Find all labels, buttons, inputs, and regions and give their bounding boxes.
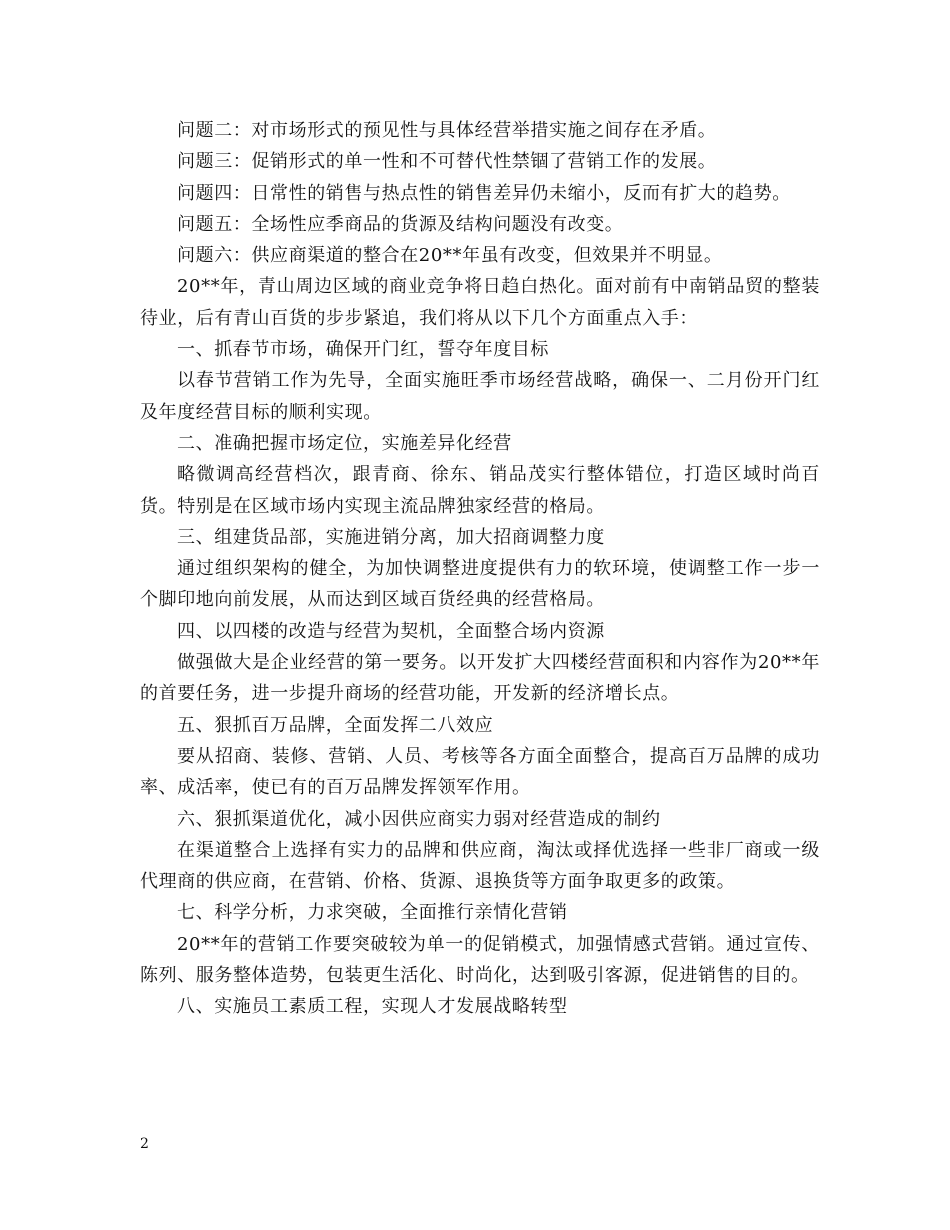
paragraph-issue-3: 问题三：促销形式的单一性和不可替代性禁锢了营销工作的发展。 [177,151,717,173]
heading-section-4: 四、以四楼的改造与经营为契机，全面整合场内资源 [177,620,605,642]
paragraph-issue-6: 问题六：供应商渠道的整合在20**年虽有改变，但效果并不明显。 [177,245,723,267]
paragraph-section-4: 做强做大是企业经营的第一要务。以开发扩大四楼经营面积和内容作为20**年的首要任务，进一步提升商场的经营功能，开发新的经济增长点。 [140,652,820,705]
heading-section-7: 七、科学分析，力求突破，全面推行亲情化营销 [177,902,568,924]
paragraph-section-6: 在渠道整合上选择有实力的品牌和供应商，淘汰或择优选择一些非厂商或一级代理商的供应商，在营销、价格、货源、退换货等方面争取更多的政策。 [140,839,820,893]
heading-section-2: 二、准确把握市场定位，实施差异化经营 [177,432,512,454]
heading-section-1: 一、抓春节市场，确保开门红，誓夺年度目标 [177,339,549,361]
paragraph-issue-5: 问题五：全场性应季商品的货源及结构问题没有改变。 [177,213,624,235]
page-number: 2 [140,1136,149,1152]
paragraph-section-5: 要从招商、装修、营销、人员、考核等各方面全面整合，提高百万品牌的成功率、成活率，使已有的百万品牌发挥领军作用。 [140,745,820,799]
paragraph-section-2: 略微调高经营档次，跟青商、徐东、销品茂实行整体错位，打造区域时尚百货。特别是在区域市场内实现主流品牌独家经营的格局。 [140,464,820,517]
heading-section-8: 八、实施员工素质工程，实现人才发展战略转型 [177,996,568,1018]
heading-section-5: 五、狠抓百万品牌，全面发挥二八效应 [177,714,494,736]
heading-section-6: 六、狠抓渠道优化，减小因供应商实力弱对经营造成的制约 [177,808,661,830]
paragraph-section-1: 以春节营销工作为先导，全面实施旺季市场经营战略，确保一、二月份开门红及年度经营目标的顺利实现。 [140,370,820,423]
paragraph-issue-4: 问题四：日常性的销售与热点性的销售差异仍未缩小，反而有扩大的趋势。 [177,182,791,204]
paragraph-issue-2: 问题二：对市场形式的预见性与具体经营举措实施之间存在矛盾。 [177,120,717,141]
document-body [140,115,820,1023]
paragraph-section-3: 通过组织架构的健全，为加快调整进度提供有力的软环境，使调整工作一步一个脚印地向前发展，从而达到区域百货经典的经营格局。 [140,558,820,611]
paragraph-intro: 20**年，青山周边区域的商业竞争将日趋白热化。面对前有中南销品贸的整装待业，后有青山百货的步步紧追，我们将从以下几个方面重点入手： [140,276,820,329]
heading-section-3: 三、组建货品部，实施进销分离，加大招商调整力度 [177,526,605,548]
paragraph-section-7: 20**年的营销工作要突破较为单一的促销模式，加强情感式营销。通过宣传、陈列、服务整体造势，包装更生活化、时尚化，达到吸引客源，促进销售的目的。 [140,933,820,987]
